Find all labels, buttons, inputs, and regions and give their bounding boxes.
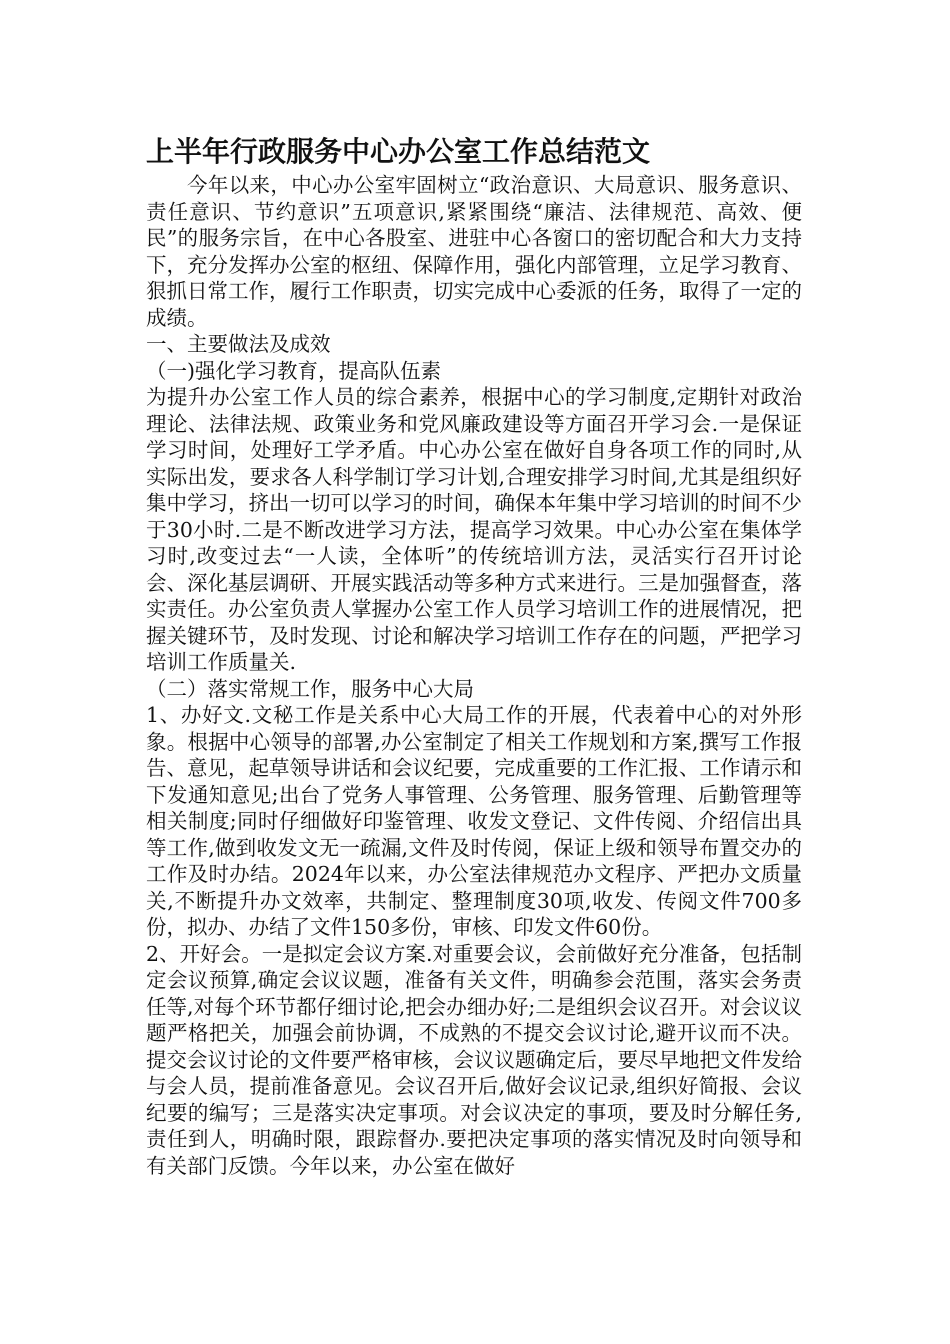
subsection-heading-routine-work: （二）落实常规工作，服务中心大局	[146, 676, 474, 701]
intro-paragraph: 今年以来，中心办公室牢固树立“政治意识、大局意识、服务意识、责任意识、节约意识”五项意识,紧紧围绕“廉洁、法律规范、高效、便民”的服务宗旨，在中心各股室、进驻中心各窗口的密切配合和大力支持下，充分发挥办公室的枢纽、保障作用，强化内部管理，立足学习教育、狠抓日常工作，履行工作职责，切实完成中心委派的任务，取得了一定的成绩。	[146, 173, 802, 330]
paragraph-meetings-work: 2、开好会。一是拟定会议方案.对重要会议，会前做好充分准备，包括制定会议预算,确定会议议题，准备有关文件，明确参会范围，落实会务责任等,对每个环节都仔细讨论,把会办细办好;二是组织会议召开。对会议议题严格把关，加强会前协调，不成熟的不提交会议讨论,避开议而不决。提交会议讨论的文件要严格审核，会议议题确定后，要尽早地把文件发给与会人员，提前准备意见。会议召开后,做好会议记录,组织好简报、会议纪要的编写；三是落实决定事项。对会议决定的事项，要及时分解任务,责任到人，明确时限，跟踪督办.要把决定事项的落实情况及时向领导和有关部门反馈。今年以来，办公室在做好	[146, 941, 802, 1178]
paragraph-documents-work: 1、办好文.文秘工作是关系中心大局工作的开展，代表着中心的对外形象。根据中心领导的部署,办公室制定了相关工作规划和方案,撰写工作报告、意见，起草领导讲话和会议纪要，完成重要的工作汇报、工作请示和下发通知意见;出台了党务人事管理、公务管理、服务管理、后勤管理等相关制度;同时仔细做好印鉴管理、收发文登记、文件传阅、介绍信出具等工作,做到收发文无一疏漏,文件及时传阅，保证上级和领导布置交办的工作及时办结。2024年以来，办公室法律规范办文程序、严把办文质量关,不断提升办文效率，共制定、整理制度30项,收发、传阅文件700多份，拟办、办结了文件150多份，审核、印发文件60份。	[146, 703, 802, 939]
document-title: 上半年行政服务中心办公室工作总结范文	[146, 135, 651, 168]
section-heading-main-practices: 一、主要做法及成效	[146, 332, 331, 356]
subsection-heading-study-education: （一)强化学习教育，提高队伍素	[146, 358, 441, 383]
document-body	[146, 172, 802, 1179]
document-page	[146, 132, 802, 1179]
paragraph-study-education: 为提升办公室工作人员的综合素养，根据中心的学习制度,定期针对政治理论、法律法规、政策业务和党风廉政建设等方面召开学习会.一是保证学习时间，处理好工学矛盾。中心办公室在做好自身各项工作的同时,从实际出发，要求各人科学制订学习计划,合理安排学习时间,尤其是组织好集中学习，挤出一切可以学习的时间，确保本年集中学习培训的时间不少于30小时.二是不断改进学习方法，提高学习效果。中心办公室在集体学习时,改变过去“一人读，全体听”的传统培训方法，灵活实行召开讨论会、深化基层调研、开展实践活动等多种方式来进行。三是加强督查，落实责任。办公室负责人掌握办公室工作人员学习培训工作的进展情况，把握关键环节，及时发现、讨论和解决学习培训工作存在的问题，严把学习培训工作质量关.	[146, 385, 802, 674]
